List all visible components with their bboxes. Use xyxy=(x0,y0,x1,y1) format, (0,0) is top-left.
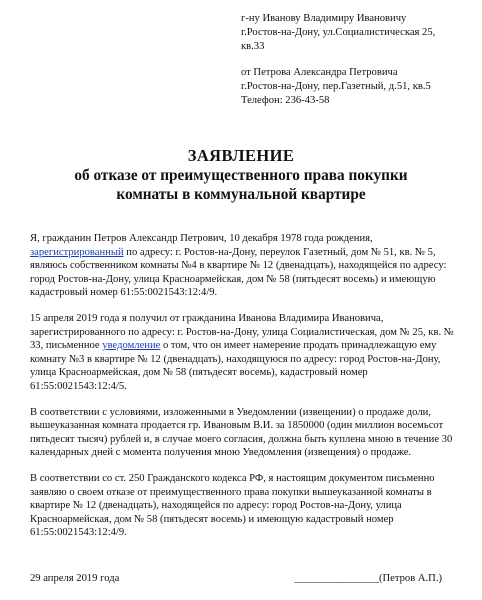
recipient-name: г-ну Иванову Владимиру Ивановичу xyxy=(241,13,407,24)
paragraph-sale-conditions: В соответствии с условиями, изложенными в Уведомлении (извещении) о продаже доли, вышеуказанная комната продается гр. Ивановым В.И. за 1850000 (один миллион восемьсот пятьдесят тысяч) рублей и, в случае моего согласия, должна быть куплена мною в течение 30 календарных дней с момента получения мною Уведомления (извещения) о продаже. xyxy=(30,406,453,459)
paragraph-refusal: В соответствии со ст. 250 Гражданского кодекса РФ, я настоящим документом письменно заявляю о своем отказе от преимущественного права покупки вышеуказанной комнаты в квартире № 12 (двенадцать), находящейся по адресу: город Ростов-на-Дону, улица Красноармейская, дом № 58 (пятьдесят восемь) и имеющую кадастровый номер 61:55:0021543:12:4/9. xyxy=(30,472,435,539)
document-title xyxy=(20,146,462,204)
header-spacer xyxy=(241,54,473,66)
title-subtitle-line2: комнаты в коммунальной квартире xyxy=(116,186,366,203)
notification-link[interactable]: уведомление xyxy=(102,340,161,352)
document-body xyxy=(30,232,454,552)
document-date: 29 апреля 2019 года xyxy=(30,573,120,584)
paragraph-2-text-start: 15 апреля 2019 года я получил от гражданина Иванова Владимира Ивановича, зарегистрированного по адресу: г. Ростов-на-Дону, улица Социалистическая, дом № 25, кв. № 33, письменное xyxy=(30,312,454,352)
title-subtitle-line1: об отказе от преимущественного права покупки xyxy=(74,167,408,184)
sender-phone: Телефон: 236-43-58 xyxy=(241,95,330,106)
paragraph-2-text-end: о том, что он имеет намерение продать принадлежащую ему комнату №3 в квартире № 12 (двенадцать), находящуюся по адресу: город Ростов-на-Дону, улица Красноармейская, дом № 58 (пятьдесят восемь), кадастровый номер 61:55:0021543:12:4/5. xyxy=(30,340,441,392)
sender-name: от Петрова Александра Петровича xyxy=(241,67,398,78)
recipient-address: г.Ростов-на-Дону, ул.Социалистическая 25, xyxy=(241,27,436,38)
signature-line: ________________(Петров А.П.) xyxy=(294,573,442,584)
paragraph-owner-info xyxy=(30,232,454,300)
paragraph-1-text-start: Я, гражданин Петров Александр Петрович, 10 декабря 1978 года рождения, xyxy=(30,233,373,244)
paragraph-1-text-end: по адресу: г. Ростов-на-Дону, переулок Газетный, дом № 51, кв. № 5, являюсь собственником комнаты №4 в квартире № 12 (двенадцать), находящейся по адресу: город Ростов-на-Дону, улица Красноармейская, дом № 58 (пятьдесят восемь) и имеющую кадастровый номер 61:55:0021543:12:4/9. xyxy=(30,246,447,299)
addressee-block xyxy=(241,12,473,108)
recipient-apartment: кв.33 xyxy=(241,41,265,52)
paragraph-notification xyxy=(30,312,454,394)
registered-link[interactable]: зарегистрированный xyxy=(30,246,124,258)
sender-address: г.Ростов-на-Дону, пер.Газетный, д.51, кв.5 xyxy=(241,81,431,92)
title-main: ЗАЯВЛЕНИЕ xyxy=(187,146,295,165)
